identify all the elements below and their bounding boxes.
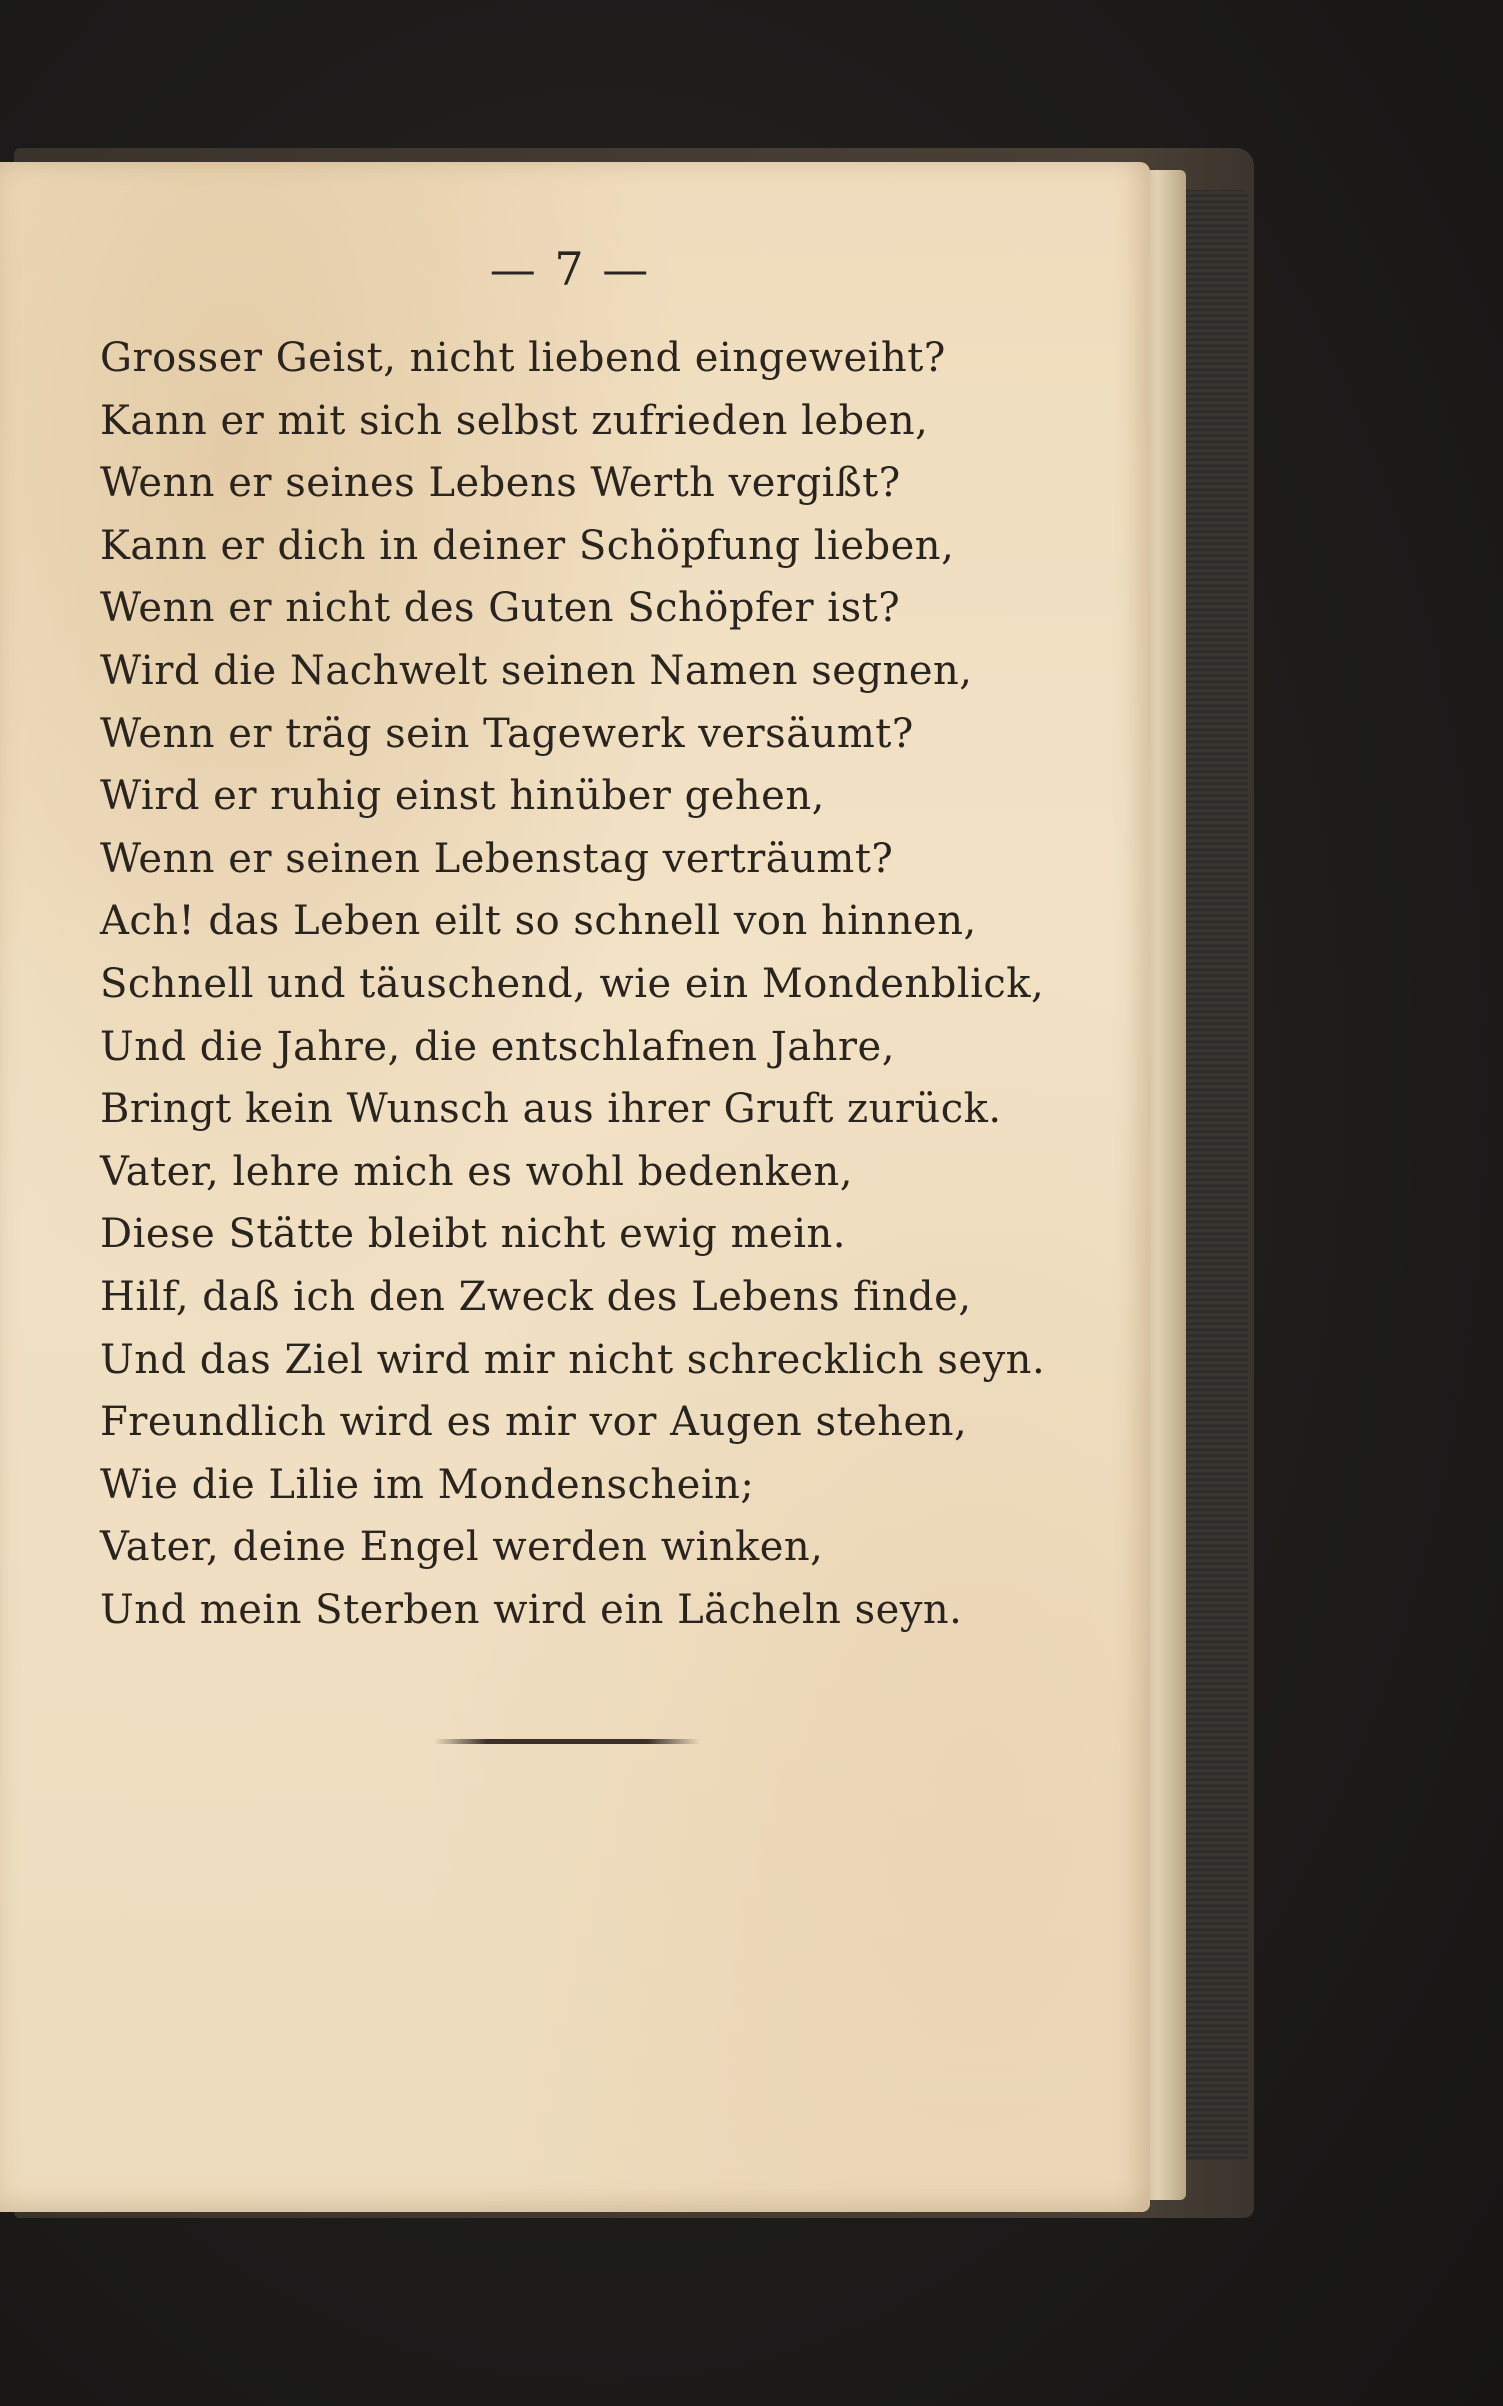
poem-line: Diese Stätte bleibt nicht ewig mein. [100, 1211, 846, 1258]
book-page [0, 162, 1150, 2212]
poem-line: Vater, lehre mich es wohl bedenken, [100, 1148, 854, 1195]
poem-line: Ach! das Leben eilt so schnell von hinnen, [100, 898, 977, 945]
page-number: — 7 — [489, 242, 651, 296]
book-spine [1178, 190, 1248, 2160]
poem-line: Und die Jahre, die entschlafnen Jahre, [100, 1023, 895, 1070]
poem-line: Kann er mit sich selbst zufrieden leben, [100, 397, 929, 444]
poem-line: Kann er dich in deiner Schöpfung lieben, [100, 522, 955, 569]
poem-line: Wenn er träg sein Tagewerk versäumt? [100, 710, 914, 757]
poem-line: Wenn er nicht des Guten Schöpfer ist? [100, 585, 901, 632]
poem-line: Vater, deine Engel werden winken, [100, 1524, 824, 1571]
poem-line: Und mein Sterben wird ein Lächeln seyn. [100, 1586, 963, 1633]
end-rule [434, 1739, 700, 1744]
poem-line: Wird die Nachwelt seinen Namen segnen, [100, 647, 973, 694]
poem-line: Schnell und täuschend, wie ein Mondenblick, [100, 960, 1045, 1007]
poem-line: Grosser Geist, nicht liebend eingeweiht? [100, 335, 946, 381]
poem-line: Bringt kein Wunsch aus ihrer Gruft zurück. [100, 1086, 1002, 1133]
poem-line: Hilf, daß ich den Zweck des Lebens finde, [100, 1273, 972, 1320]
poem-line: Wenn er seines Lebens Werth vergißt? [100, 460, 901, 507]
poem-text [100, 327, 1120, 1641]
poem-line: Wenn er seinen Lebenstag verträumt? [100, 835, 894, 882]
poem-line: Und das Ziel wird mir nicht schrecklich seyn. [100, 1336, 1046, 1383]
poem-line: Freundlich wird es mir vor Augen stehen, [100, 1399, 968, 1446]
poem-line: Wird er ruhig einst hinüber gehen, [100, 773, 825, 820]
poem-line: Wie die Lilie im Mondenschein; [100, 1461, 755, 1508]
